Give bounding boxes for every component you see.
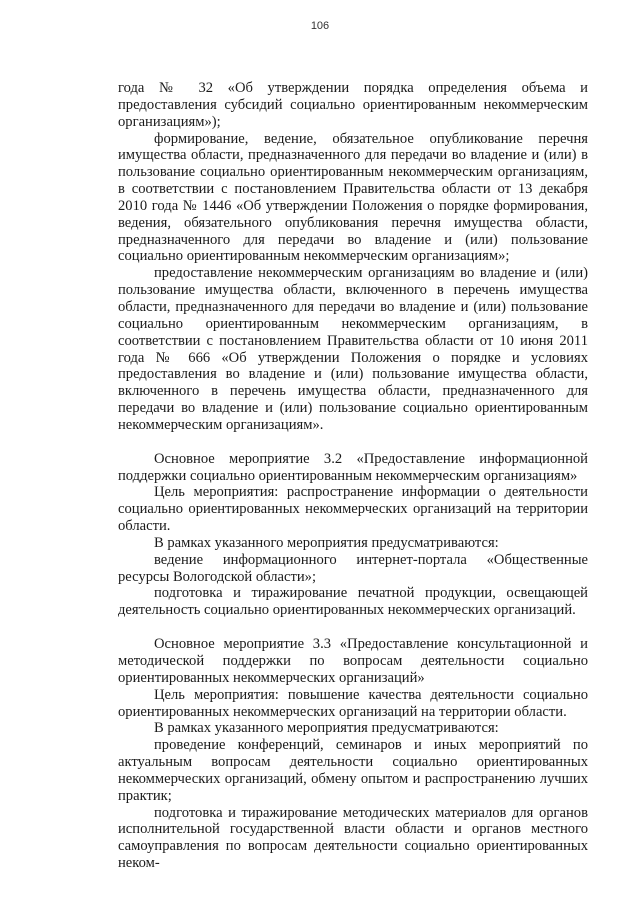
paragraph: Основное мероприятие 3.3 «Предоставление консультационной и методической поддержки по вопросам деятельности социально ориентированных некоммерческих организаций» [118,636,588,686]
paragraph: Цель мероприятия: повышение качества деятельности социально ориентированных некоммерческих организаций на территории области. [118,686,588,720]
paragraph: Основное мероприятие 3.2 «Предоставление информационной поддержки социально ориентированным некоммерческим организациям» [118,450,588,484]
paragraph: подготовка и тиражирование методических материалов для органов исполнительной государственной власти области и органов местного самоуправления по вопросам деятельности социально ориентированных неком- [118,804,588,872]
paragraph: ведение информационного интернет-портала «Общественные ресурсы Вологодской области»; [118,551,588,585]
paragraph: Цель мероприятия: распространение информации о деятельности социально ориентированных некоммерческих организаций на территории области. [118,484,588,535]
paragraph: предоставление некоммерческим организациям во владение и (или) пользование имущества области, включенного в перечень имущества области, предназначенного для передачи во владение и (или) пользование социально ориентированным некоммерческим организациям, в соответствии с постановлением Правительства области от 10 июня 2011 года № 666 «Об утверждении Положения о порядке и условиях предоставления во владение и (или) пользование имущества области, включенного в перечень имущества области, предназначенного для передачи во владение и (или) пользование социально ориентированным некоммерческим организациям». [118,265,588,433]
page-number: 106 [310,20,330,32]
paragraph: формирование, ведение, обязательное опубликование перечня имущества области, предназначенного для передачи во владение и (или) в пользование социально ориентированным некоммерческим организациям, в соответствии с постановлением Правительства области от 13 декабря 2010 года № 1446 «Об утверждении Положения о порядке формирования, ведения, обязательного опубликования перечня имущества области, предназначенного для передачи во владение и (или) пользование социально ориентированным некоммерческим организациям»; [118,130,588,265]
body-text [118,80,588,872]
paragraph: В рамках указанного мероприятия предусматриваются: [154,534,499,551]
paragraph: В рамках указанного мероприятия предусматриваются: [154,720,499,737]
paragraph: проведение конференций, семинаров и иных мероприятий по актуальным вопросам деятельности социально ориентированных некоммерческих организаций, обмену опытом и распространению лучших практик; [118,737,588,804]
paragraph: года № 32 «Об утверждении порядка определения объема и предоставления субсидий социально ориентированным некоммерческим организациям»); [118,80,588,130]
paragraph: подготовка и тиражирование печатной продукции, освещающей деятельность социально ориентированных некоммерческих организаций. [118,585,588,619]
